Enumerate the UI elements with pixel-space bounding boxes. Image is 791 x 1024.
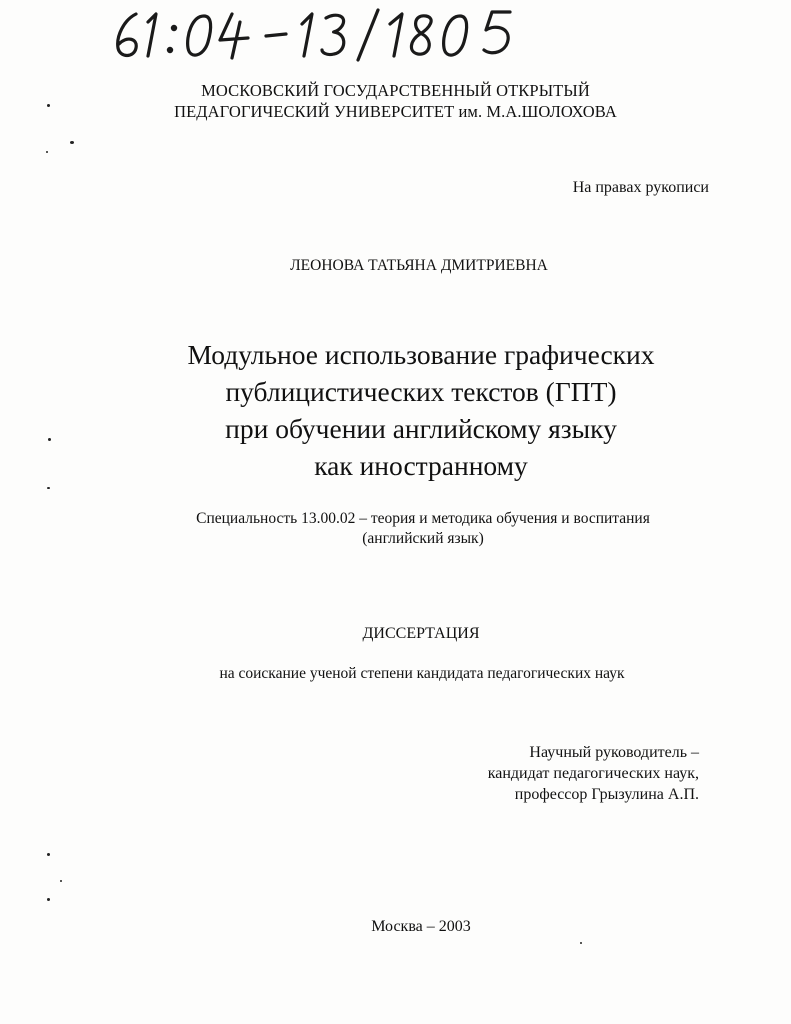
dissertation-title xyxy=(0,336,791,484)
scan-speck xyxy=(47,853,50,856)
supervisor-line-2: кандидат педагогических наук, xyxy=(487,765,699,782)
scan-speck xyxy=(47,487,50,489)
title-line-3: при обучении английскому языку xyxy=(225,413,617,444)
author-name: ЛЕОНОВА ТАТЬЯНА ДМИТРИЕВНА xyxy=(290,257,548,274)
supervisor-line-3: профессор Грызулина А.П. xyxy=(514,786,699,803)
title-line-1: Модульное использование графических xyxy=(187,339,655,370)
city-and-year: Москва – 2003 xyxy=(371,918,471,935)
scan-speck xyxy=(48,438,51,441)
document-type: ДИССЕРТАЦИЯ xyxy=(362,625,480,642)
scan-speck xyxy=(60,880,62,882)
specialty-line-1: Специальность 13.00.02 – теория и методика обучения и воспитания xyxy=(196,510,650,527)
scientific-supervisor xyxy=(488,742,699,805)
manuscript-rights-note: На правах рукописи xyxy=(572,179,709,196)
handwritten-archive-number xyxy=(108,6,558,62)
scan-speck xyxy=(70,141,74,144)
title-line-4: как иностранному xyxy=(314,450,528,481)
scan-speck xyxy=(47,104,50,107)
university-line-1: МОСКОВСКИЙ ГОСУДАРСТВЕННЫЙ ОТКРЫТЫЙ xyxy=(201,81,590,100)
scan-speck xyxy=(580,942,582,944)
supervisor-line-1: Научный руководитель – xyxy=(529,744,699,761)
degree-statement: на соискание ученой степени кандидата педагогических наук xyxy=(219,665,625,682)
specialty-line-2: (английский язык) xyxy=(362,530,484,547)
title-line-2: публицистических текстов (ГПТ) xyxy=(225,376,617,407)
scan-speck xyxy=(46,151,48,153)
university-name xyxy=(0,80,791,122)
university-line-2: ПЕДАГОГИЧЕСКИЙ УНИВЕРСИТЕТ им. М.А.ШОЛОХОВА xyxy=(174,102,617,121)
specialty xyxy=(0,509,791,549)
scan-speck xyxy=(47,898,50,901)
